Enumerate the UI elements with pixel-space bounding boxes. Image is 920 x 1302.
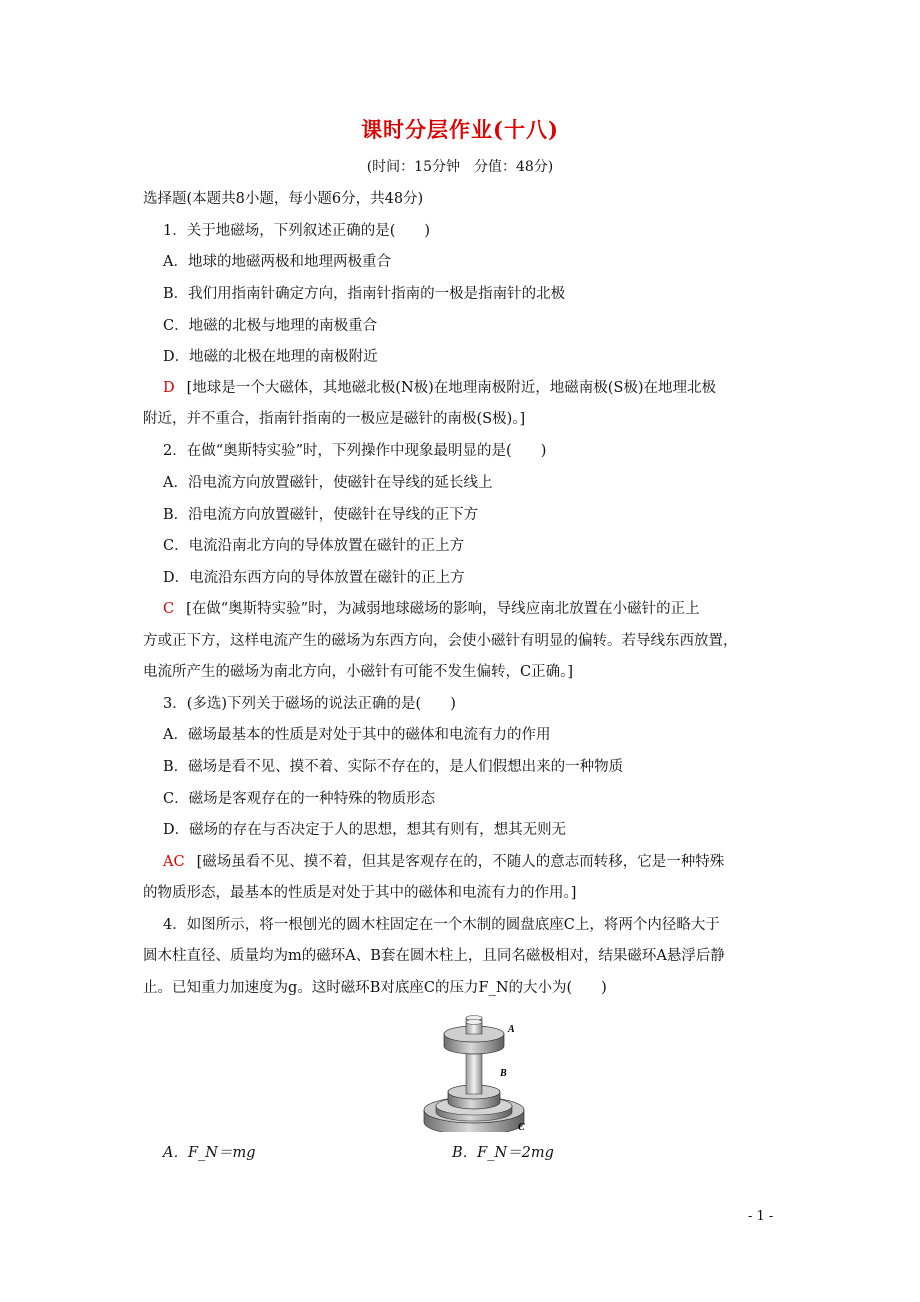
q4-stem-line-2: 圆木柱直径、质量均为m的磁环A、B套在圆木柱上，且同名磁极相对，结果磁环A悬浮后静 (143, 948, 725, 964)
q3-option-b: B．磁场是看不见、摸不着、实际不存在的，是人们假想出来的一种物质 (163, 759, 624, 775)
q1-option-d: D．地磁的北极在地理的南极附近 (163, 349, 378, 365)
q1-option-a: A．地球的地磁两极和地理两极重合 (163, 254, 391, 270)
label-c: C (518, 1122, 525, 1132)
q1-answer: D (163, 380, 175, 396)
q2-explanation-line-1: C [在做“奥斯特实验”时，为减弱地球磁场的影响，导线应南北放置在小磁针的正上 (163, 601, 700, 617)
q2-option-a: A．沿电流方向放置磁针，使磁针在导线的延长线上 (163, 475, 493, 491)
q1-explanation-line-2: 附近，并不重合，指南针指南的一极应是磁针的南极(S极)。] (143, 411, 526, 427)
q4-stem-line-3: 止。已知重力加速度为g。这时磁环B对底座C的压力F_N的大小为( ) (143, 980, 607, 996)
q1-explanation-line-1: D [地球是一个大磁体，其地磁北极(N极)在地理南极附近，地磁南极(S极)在地理北极 (163, 380, 717, 396)
q2-explanation-line-2: 方或正下方，这样电流产生的磁场为东西方向，会使小磁针有明显的偏转。若导线东西放置， (143, 633, 738, 649)
section-heading: 选择题(本题共8小题，每小题6分，共48分) (143, 191, 424, 207)
q1-option-c: C．地磁的北极与地理的南极重合 (163, 318, 378, 334)
page-number: - 1 - (748, 1209, 774, 1224)
q3-stem: 3．(多选)下列关于磁场的说法正确的是( ) (163, 696, 456, 712)
label-b: B (500, 1068, 507, 1079)
q2-option-b: B．沿电流方向放置磁针，使磁针在导线的正下方 (163, 507, 479, 523)
q3-answer: AC (163, 854, 185, 870)
q4-option-a: A．F_N＝mg (163, 1145, 256, 1161)
q4-option-b: B．F_N＝2mg (452, 1145, 554, 1161)
q3-option-d: D．磁场的存在与否决定于人的思想，想其有则有，想其无则无 (163, 822, 567, 838)
q2-stem: 2．在做“奥斯特实验”时，下列操作中现象最明显的是( ) (163, 443, 547, 459)
q2-answer: C (163, 601, 175, 617)
page-title: 课时分层作业(十八) (361, 117, 559, 142)
label-a: A (508, 1024, 515, 1035)
q2-option-c: C．电流沿南北方向的导体放置在磁针的正上方 (163, 538, 465, 554)
q3-option-a: A．磁场最基本的性质是对处于其中的磁体和电流有力的作用 (163, 727, 551, 743)
magnet-rings-figure (418, 1012, 538, 1132)
q2-option-d: D．电流沿东西方向的导体放置在磁针的正上方 (163, 570, 465, 586)
q4-stem-line-1: 4．如图所示，将一根刨光的圆木柱固定在一个木制的圆盘底座C上，将两个内径略大于 (163, 917, 720, 933)
q1-stem: 1．关于地磁场，下列叙述正确的是( ) (163, 223, 431, 239)
q3-explanation-line-1: AC [磁场虽看不见、摸不着，但其是客观存在的，不随人的意志而转移，它是一种特殊 (163, 854, 725, 870)
q3-explanation-line-2: 的物质形态，最基本的性质是对处于其中的磁体和电流有力的作用。] (143, 885, 577, 901)
q1-option-b: B．我们用指南针确定方向，指南针指南的一极是指南针的北极 (163, 286, 566, 302)
q3-option-c: C．磁场是客观存在的一种特殊的物质形态 (163, 791, 436, 807)
page-subtitle: (时间：15分钟 分值：48分) (366, 159, 554, 175)
q2-explanation-line-3: 电流所产生的磁场为南北方向，小磁针有可能不发生偏转，C正确。] (143, 664, 573, 680)
